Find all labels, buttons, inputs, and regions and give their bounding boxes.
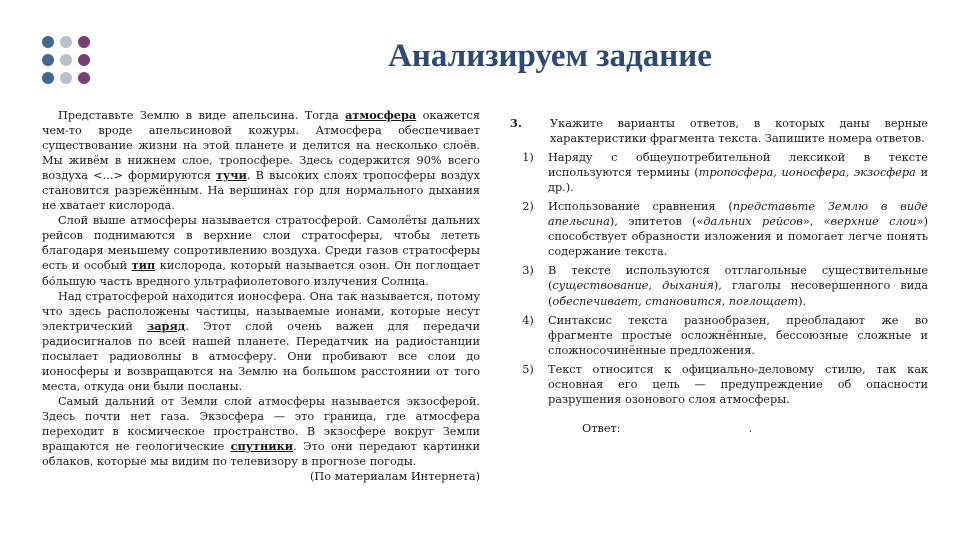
underlined-word: спутники (230, 439, 294, 454)
italic-run: верхние слои (830, 215, 917, 229)
task-option-4 (508, 313, 928, 358)
answer-line (508, 421, 928, 436)
task-option-5 (508, 362, 928, 407)
text-run: Наряду с общеупотребительной лексикой в тексте используются термины ( (548, 151, 928, 180)
italic-run: обеспечивает, становится, поглощает (552, 294, 799, 308)
decor-dot (78, 72, 90, 84)
text-run: и др.). (548, 166, 928, 195)
underlined-word: тип (131, 258, 156, 273)
task-option-3 (508, 263, 928, 308)
italic-run: дальних рейсов (703, 215, 803, 229)
decor-dot (60, 36, 72, 48)
task-prompt: Укажите варианты ответов, в которых даны верные характеристики фрагмента текста. Запишите номера ответов. (550, 117, 928, 146)
underlined-word: атмосфера (345, 108, 417, 122)
option-number: 3) (522, 264, 534, 278)
decor-dot (42, 72, 54, 84)
text-paragraph-1 (42, 108, 480, 213)
option-text: Текст относится к официально-деловому стилю, так как основная его цель — предупреждение об опасности разрушения озонового слоя атмосферы. (548, 362, 928, 406)
decor-dot (78, 36, 90, 48)
text-run: », « (802, 215, 831, 229)
underlined-word: тучи (215, 168, 247, 183)
text-paragraph-3 (42, 289, 480, 394)
text-paragraph-4 (42, 394, 480, 469)
task-number: 3. (510, 116, 522, 130)
text-run: . Этот слой очень важен для передачи радиосигналов по всей нашей планете. Передатчик на радиостанции посылает радиоволны в атмосферу. Они пробивают все слои до ионосферы и возвращаются на Землю на большом расстоянии от того места, откуда они были посланы. (42, 319, 480, 393)
task-option-1 (508, 150, 928, 195)
option-number: 5) (522, 362, 534, 376)
text-run: ») способствует образности изложения и помогает легче понять содержание текста. (548, 215, 928, 259)
text-run: Над стратосферой находится ионосфера. Она так называется, потому что здесь расположены частицы, называемые ионами, которые несут электрический (42, 289, 480, 333)
text-source: (По материалам Интернета) (309, 470, 480, 484)
text-run: Слой выше атмосферы называется стратосферой. Самолёты дальних рейсов поднимаются в верхние слои стратосферы, чтобы лететь благодаря меньшему сопротивлению воздуха. Среди газов стратосферы есть и особый (42, 214, 480, 273)
text-run: Самый дальний от Земли слой атмосферы называется экзосферой. Здесь почти нет газа. Экзосфера — это граница, где атмосфера переходит в космическое пространство. В экзосфере вокруг Земли вращаются не геологические (42, 394, 480, 454)
decor-dot (60, 54, 72, 66)
italic-run: существование, дыхания (552, 279, 714, 293)
decorative-dots (42, 36, 90, 84)
text-run: ), глаголы несовершенного вида ( (548, 279, 928, 308)
task-block (508, 116, 928, 436)
task-option-2 (508, 199, 928, 259)
slide-title: Анализируем задание (388, 38, 712, 74)
answer-end: . (748, 421, 753, 435)
italic-run: тропосфера, ионосфера, экзосфера (698, 166, 916, 180)
underlined-word: заряд (147, 318, 186, 333)
decor-dot (42, 36, 54, 48)
text-paragraph-2 (42, 213, 480, 288)
text-run: В тексте используются отглагольные существительные ( (548, 264, 928, 293)
decor-dot (78, 54, 90, 66)
option-text: Синтаксис текста разнообразен, преобладают же во фрагменте простые осложнённые, бессоюзные сложные и сложносочинённые предложения. (548, 313, 928, 357)
option-text (548, 199, 928, 259)
option-number: 1) (522, 151, 534, 165)
text-run: ), эпитетов (« (609, 215, 704, 229)
answer-label: Ответ: (582, 421, 621, 435)
text-run: ). (798, 294, 807, 308)
text-run: Представьте Землю в виде апельсина. Тогда (58, 109, 346, 122)
text-run: окажется чем-то вроде апельсиновой кожуры. Атмосфера обеспечивает существование жизни на этой планете и делится на несколько слоёв. Мы живём в нижнем слое, тропосфере. Здесь содержится 90% всего воздуха <...> формируются (42, 109, 480, 183)
option-number: 2) (522, 200, 534, 214)
option-text (548, 150, 928, 195)
text-run: Использование сравнения ( (548, 200, 733, 214)
decor-dot (42, 54, 54, 66)
option-text (548, 263, 928, 308)
option-number: 4) (522, 313, 534, 327)
task-header (508, 116, 928, 146)
italic-run: представьте Землю в виде апельсина (548, 200, 928, 229)
text-run: . Это они передают картинки облаков, которые мы видим по телевизору в прогнозе погоды. (42, 440, 480, 469)
text-run: . В высоких слоях тропосферы воздух становится разрежённым. На вершинах гор для нормального дыхания не хватает кислорода. (42, 169, 481, 213)
source-text (42, 108, 480, 484)
text-run: кислорода, который называется озон. Он поглощает бо́льшую часть вредного ультрафиолетового излучения Солнца. (42, 259, 480, 288)
decor-dot (60, 72, 72, 84)
